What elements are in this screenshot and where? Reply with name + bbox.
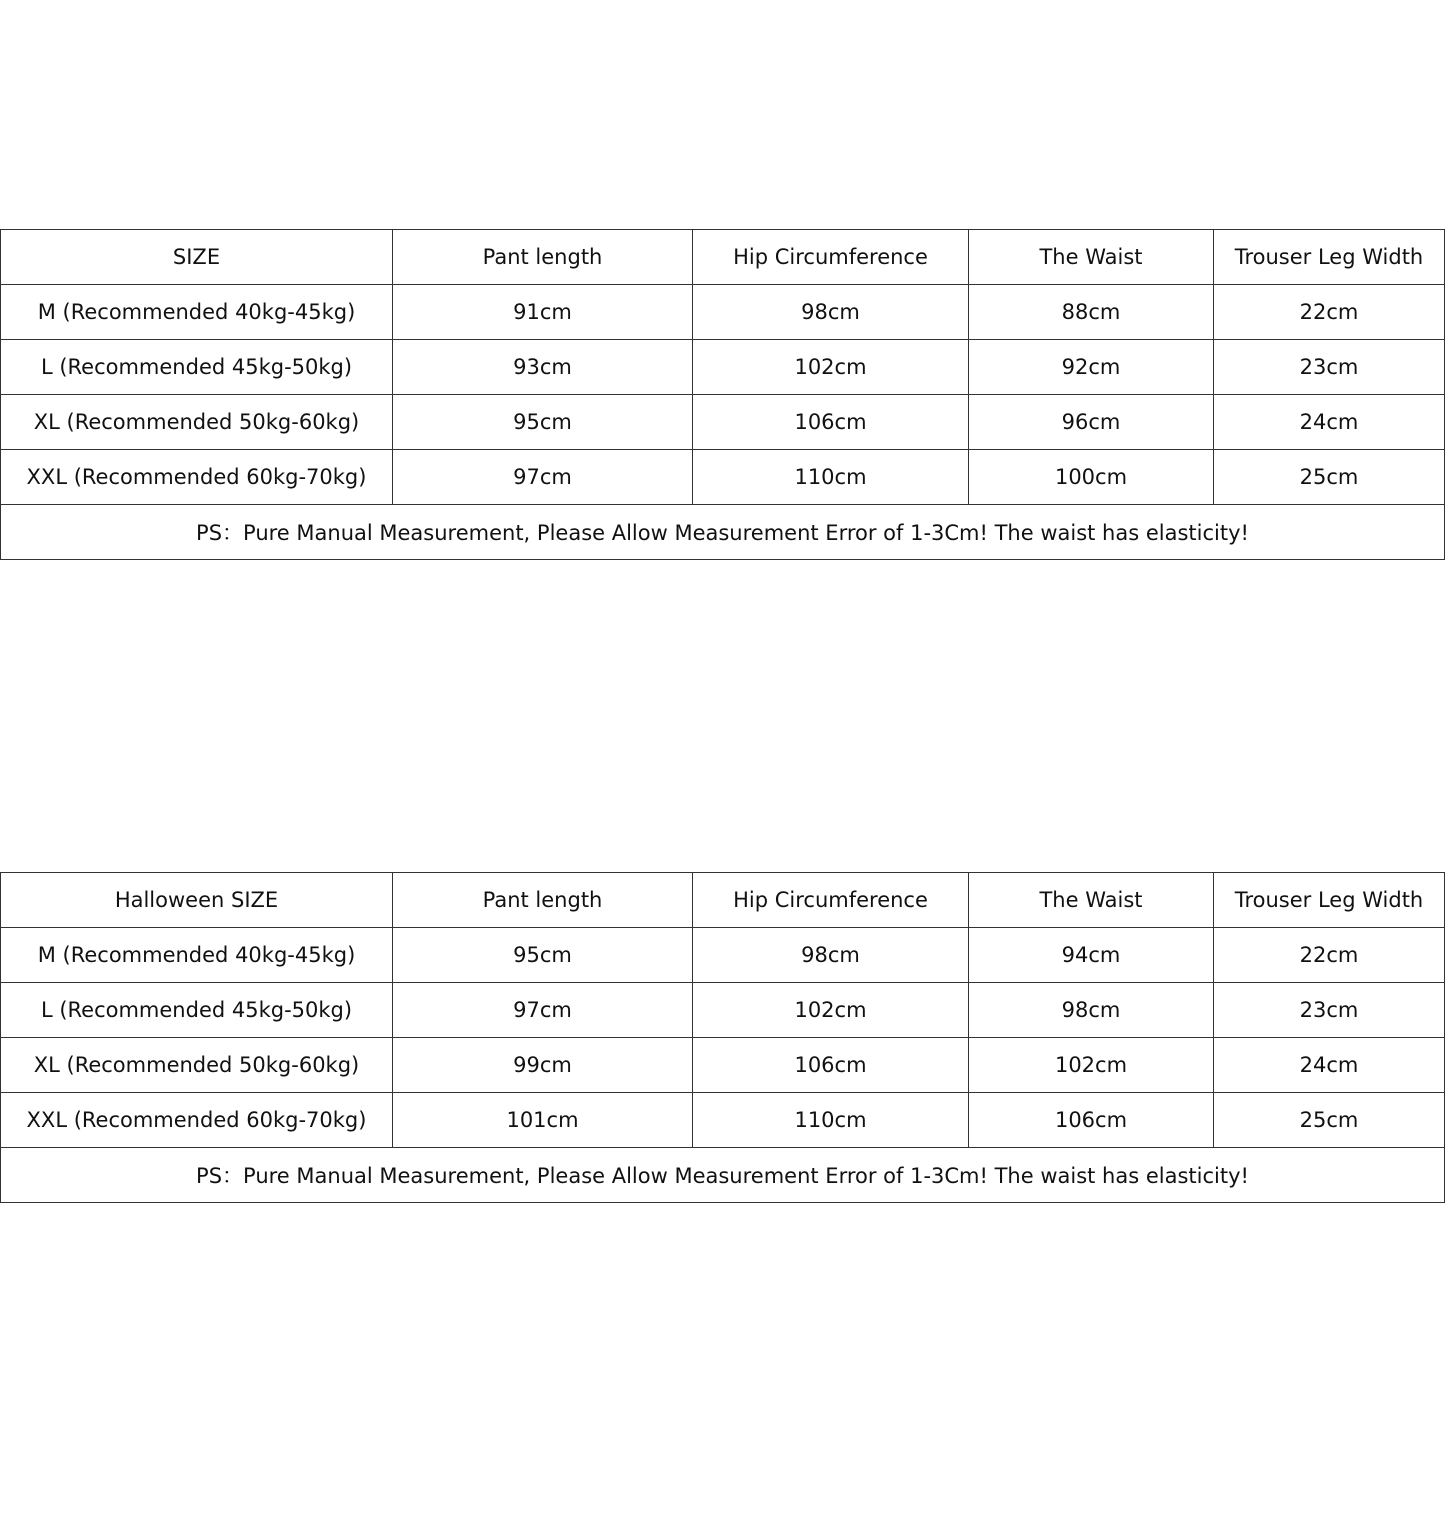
cell-waist: 98cm: [969, 983, 1214, 1038]
measurement-note: PS：Pure Manual Measurement, Please Allow Measurement Error of 1-3Cm! The waist has elasticity!: [1, 505, 1445, 560]
table-row: [1, 1038, 1445, 1093]
cell-size: XL (Recommended 50kg-60kg): [1, 1038, 393, 1093]
table-row: [1, 450, 1445, 505]
cell-hip-circumference: 102cm: [693, 983, 969, 1038]
measurement-note: PS：Pure Manual Measurement, Please Allow Measurement Error of 1-3Cm! The waist has elasticity!: [1, 1148, 1445, 1203]
size-chart-table: [0, 229, 1445, 560]
cell-pant-length: 93cm: [393, 340, 693, 395]
table-row: [1, 340, 1445, 395]
table-row: [1, 928, 1445, 983]
table-header-row: [1, 873, 1445, 928]
cell-pant-length: 91cm: [393, 285, 693, 340]
cell-size: M (Recommended 40kg-45kg): [1, 928, 393, 983]
header-size: SIZE: [1, 230, 393, 285]
header-pant-length: Pant length: [393, 873, 693, 928]
header-waist: The Waist: [969, 230, 1214, 285]
cell-size: XL (Recommended 50kg-60kg): [1, 395, 393, 450]
cell-trouser-leg-width: 24cm: [1214, 1038, 1445, 1093]
cell-hip-circumference: 106cm: [693, 395, 969, 450]
table-row: [1, 395, 1445, 450]
cell-waist: 96cm: [969, 395, 1214, 450]
halloween-size-chart-table: [0, 872, 1445, 1203]
table-row: [1, 983, 1445, 1038]
cell-size: M (Recommended 40kg-45kg): [1, 285, 393, 340]
cell-pant-length: 97cm: [393, 450, 693, 505]
cell-hip-circumference: 98cm: [693, 285, 969, 340]
cell-hip-circumference: 110cm: [693, 450, 969, 505]
cell-pant-length: 99cm: [393, 1038, 693, 1093]
cell-waist: 100cm: [969, 450, 1214, 505]
cell-hip-circumference: 102cm: [693, 340, 969, 395]
cell-pant-length: 95cm: [393, 928, 693, 983]
table-note-row: [1, 505, 1445, 560]
cell-hip-circumference: 106cm: [693, 1038, 969, 1093]
cell-waist: 92cm: [969, 340, 1214, 395]
cell-waist: 88cm: [969, 285, 1214, 340]
cell-trouser-leg-width: 22cm: [1214, 285, 1445, 340]
cell-trouser-leg-width: 22cm: [1214, 928, 1445, 983]
cell-size: XXL (Recommended 60kg-70kg): [1, 1093, 393, 1148]
cell-pant-length: 95cm: [393, 395, 693, 450]
cell-trouser-leg-width: 23cm: [1214, 340, 1445, 395]
cell-pant-length: 101cm: [393, 1093, 693, 1148]
table-row: [1, 285, 1445, 340]
header-hip-circumference: Hip Circumference: [693, 230, 969, 285]
cell-hip-circumference: 98cm: [693, 928, 969, 983]
cell-waist: 102cm: [969, 1038, 1214, 1093]
header-trouser-leg-width: Trouser Leg Width: [1214, 873, 1445, 928]
cell-size: XXL (Recommended 60kg-70kg): [1, 450, 393, 505]
cell-hip-circumference: 110cm: [693, 1093, 969, 1148]
cell-pant-length: 97cm: [393, 983, 693, 1038]
table-note-row: [1, 1148, 1445, 1203]
header-hip-circumference: Hip Circumference: [693, 873, 969, 928]
table-header-row: [1, 230, 1445, 285]
cell-size: L (Recommended 45kg-50kg): [1, 340, 393, 395]
header-pant-length: Pant length: [393, 230, 693, 285]
cell-waist: 106cm: [969, 1093, 1214, 1148]
cell-trouser-leg-width: 25cm: [1214, 450, 1445, 505]
header-waist: The Waist: [969, 873, 1214, 928]
table-row: [1, 1093, 1445, 1148]
cell-waist: 94cm: [969, 928, 1214, 983]
cell-trouser-leg-width: 24cm: [1214, 395, 1445, 450]
header-trouser-leg-width: Trouser Leg Width: [1214, 230, 1445, 285]
header-size: Halloween SIZE: [1, 873, 393, 928]
cell-size: L (Recommended 45kg-50kg): [1, 983, 393, 1038]
cell-trouser-leg-width: 25cm: [1214, 1093, 1445, 1148]
cell-trouser-leg-width: 23cm: [1214, 983, 1445, 1038]
